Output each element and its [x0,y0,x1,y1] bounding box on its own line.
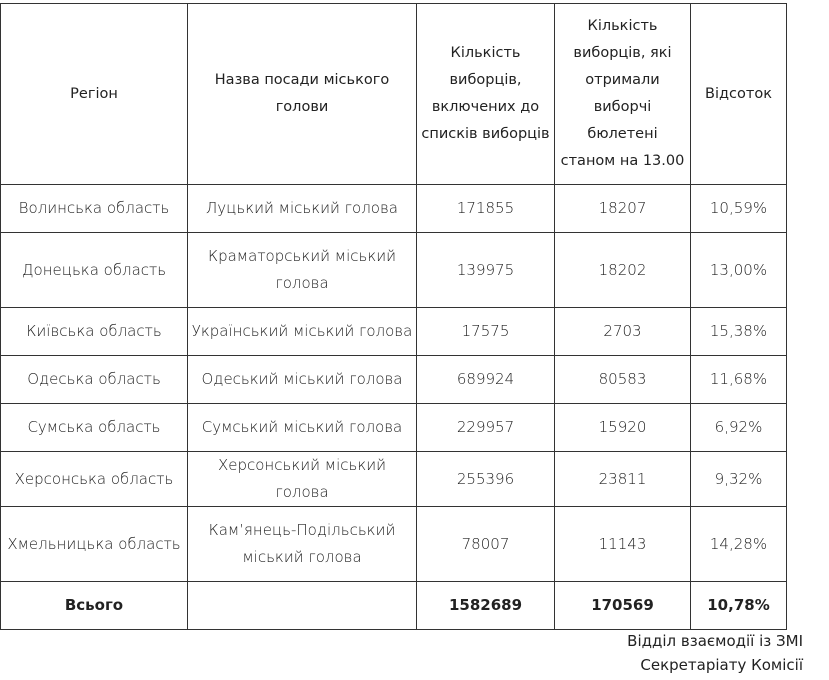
position-cell: Краматорський міський голова [188,233,417,308]
header-row [1,4,787,185]
percent-cell: 11,68% [691,356,787,404]
region-cell: Донецька область [1,233,188,308]
voters-cell: 78007 [417,507,555,582]
received-cell: 18202 [555,233,691,308]
percent-cell: 6,92% [691,404,787,452]
footer-department: Відділ взаємодії із ЗМІ [627,632,803,650]
voters-cell: 17575 [417,308,555,356]
voters-cell: 255396 [417,452,555,507]
received-cell: 18207 [555,185,691,233]
position-cell: Кам’янець-Подільський міський голова [188,507,417,582]
region-cell: Волинська область [1,185,188,233]
region-cell: Херсонська область [1,452,188,507]
position-cell: Сумський міський голова [188,404,417,452]
percent-cell: 10,59% [691,185,787,233]
header-position: Назва посади міського голови [188,4,417,185]
region-cell: Одеська область [1,356,188,404]
received-cell: 80583 [555,356,691,404]
voters-cell: 229957 [417,404,555,452]
header-received: Кількість виборців, які отримали виборчі бюлетені станом на 13.00 [555,4,691,185]
percent-cell: 15,38% [691,308,787,356]
total-received-cell: 170569 [555,582,691,630]
table-row [1,507,787,582]
footer-secretariat: Секретаріату Комісії [640,656,803,674]
received-cell: 11143 [555,507,691,582]
table-row [1,185,787,233]
table-row [1,404,787,452]
voters-cell: 171855 [417,185,555,233]
voters-cell: 139975 [417,233,555,308]
percent-cell: 13,00% [691,233,787,308]
total-position-cell [188,582,417,630]
header-voters: Кількість виборців, включених до списків виборців [417,4,555,185]
results-table [0,3,787,630]
total-voters-cell: 1582689 [417,582,555,630]
total-row [1,582,787,630]
header-region: Регіон [1,4,188,185]
total-percent-cell: 10,78% [691,582,787,630]
percent-cell: 9,32% [691,452,787,507]
region-cell: Сумська область [1,404,188,452]
received-cell: 15920 [555,404,691,452]
position-cell: Луцький міський голова [188,185,417,233]
header-percent: Відсоток [691,4,787,185]
total-label: Всього [1,582,188,630]
table-row [1,308,787,356]
position-cell: Український міський голова [188,308,417,356]
percent-cell: 14,28% [691,507,787,582]
received-cell: 2703 [555,308,691,356]
position-cell: Херсонський міський голова [188,452,417,507]
region-cell: Хмельницька область [1,507,188,582]
table-row [1,233,787,308]
position-cell: Одеський міський голова [188,356,417,404]
voters-cell: 689924 [417,356,555,404]
table-row [1,356,787,404]
received-cell: 23811 [555,452,691,507]
table-row [1,452,787,507]
region-cell: Київська область [1,308,188,356]
